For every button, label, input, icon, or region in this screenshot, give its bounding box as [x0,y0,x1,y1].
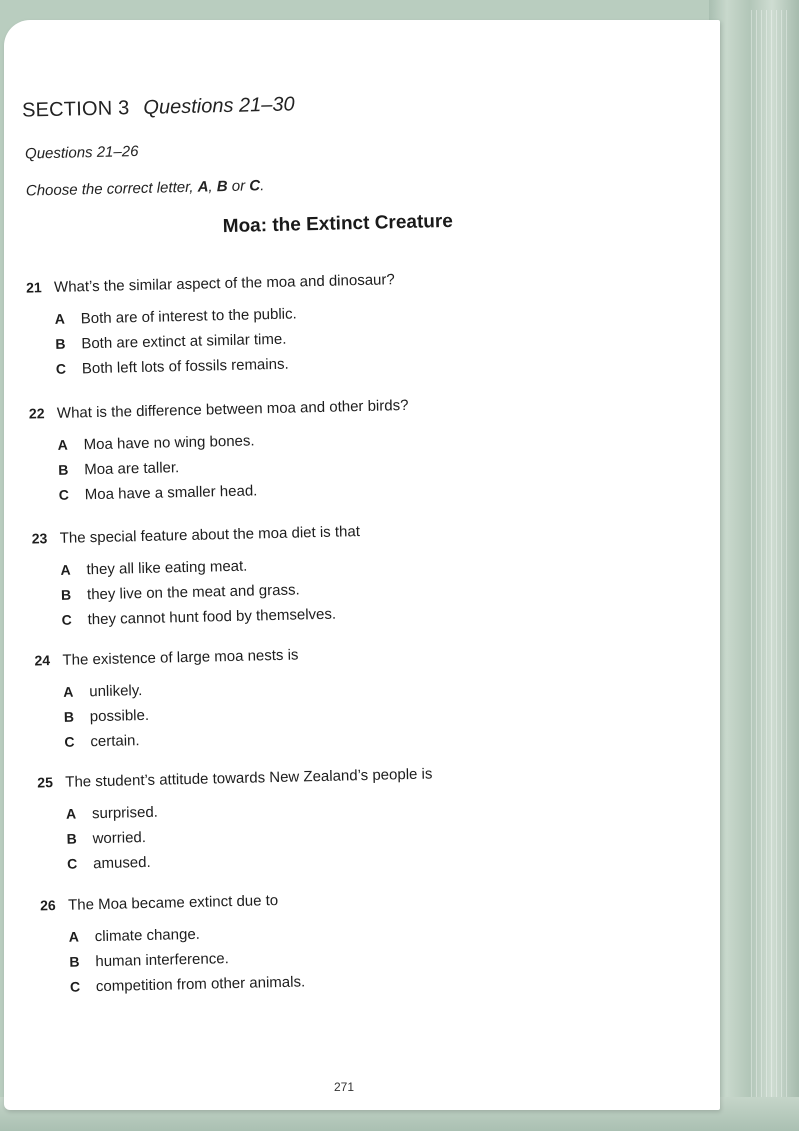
option-letter: B [63,708,75,725]
option-letter: C [66,855,78,872]
section-label: SECTION 3 [21,97,130,122]
question-26 [40,883,682,1004]
question-text: The Moa became extinct due to [67,892,279,914]
questions-subheading: Questions 21–26 [24,142,139,163]
option-letter: B [69,953,80,970]
option-list [55,297,669,386]
section-heading [22,93,295,122]
question-number: 21 [25,279,42,296]
option-letter: A [65,805,77,822]
option-letter: C [69,978,81,995]
option-letter: B [66,830,77,847]
option-text: certain. [90,732,140,751]
option-list [60,548,674,637]
question-number: 26 [39,897,56,914]
option-list [66,792,680,881]
question-24 [34,638,676,759]
question-text: The special feature about the moa diet is that [59,523,361,547]
option-text: human interference. [95,950,229,971]
passage-title: Moa: the Extinct Creature [222,210,454,238]
option-list [63,670,677,759]
page-number: 271 [334,1080,355,1094]
option-letter: A [68,928,80,945]
question-25 [37,760,679,881]
question-text: What is the difference between moa and other birds? [56,396,409,422]
instruction-sep: , [208,178,217,196]
instruction-or: or [227,177,250,195]
option-letter: C [64,733,75,750]
question-text: The student’s attitude towards New Zealand’s people is [65,765,433,791]
instruction-letter-a: A [197,178,209,196]
option-text: Moa have a smaller head. [84,482,258,504]
option-text: Both are extinct at similar time. [81,330,287,353]
option-text: competition from other animals. [95,973,306,996]
option-letter: A [54,310,66,327]
question-number: 23 [31,530,48,547]
option-text: they all like eating meat. [86,557,248,579]
option-text: possible. [89,706,150,726]
option-letter: B [55,335,66,352]
instruction-text [26,177,265,199]
question-number: 22 [28,405,45,422]
option-letter: C [58,486,70,503]
option-letter: B [60,586,72,603]
option-letter: B [58,461,69,478]
question-number: 24 [34,652,51,669]
option-letter: A [57,436,68,453]
option-text: climate change. [94,925,201,946]
option-text: surprised. [91,803,159,823]
question-22 [29,391,671,512]
option-text: worried. [92,828,147,848]
instruction-suffix: . [259,177,265,195]
instruction-prefix: Choose the correct letter, [25,178,198,200]
option-text: Both left lots of fossils remains. [81,355,289,378]
option-letter: C [55,360,67,377]
option-list [69,915,683,1004]
option-text: they live on the meat and grass. [86,581,300,604]
option-text: Moa have no wing bones. [83,432,255,454]
instruction-letter-b: B [216,177,228,196]
question-23 [32,516,674,637]
question-21 [26,265,668,386]
option-text: Both are of interest to the public. [80,305,297,328]
page-edge-lines [751,10,791,1110]
question-text: The existence of large moa nests is [62,646,299,669]
option-list [57,423,671,512]
option-letter: A [60,561,71,578]
instruction-letter-c: C [249,177,261,195]
option-text: they cannot hunt food by themselves. [87,605,337,629]
question-text: What’s the similar aspect of the moa and dinosaur? [53,271,395,296]
option-text: amused. [92,853,151,873]
option-letter: C [61,611,72,628]
question-number: 25 [37,774,54,791]
option-letter: A [63,683,74,700]
document-page [4,20,720,1110]
option-text: unlikely. [89,682,143,701]
page-content [4,4,745,1110]
option-text: Moa are taller. [84,459,180,479]
section-questions-range: Questions 21–30 [143,93,295,119]
